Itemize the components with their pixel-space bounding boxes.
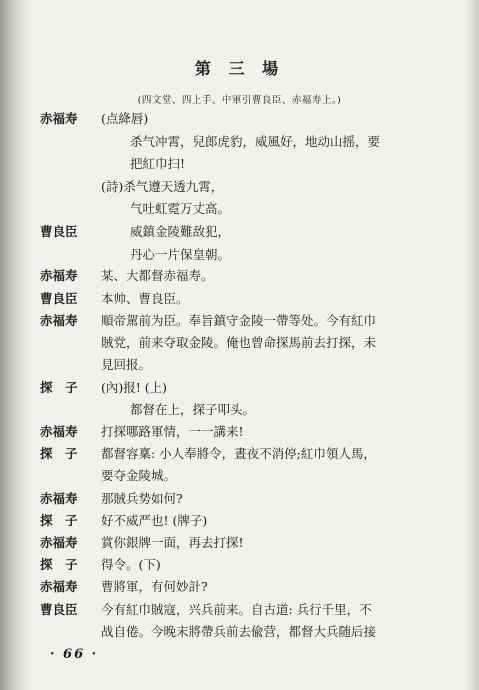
dialogue-line: 战自倦。今晚末將帶兵前去偸营，都督大兵随后接 bbox=[101, 624, 377, 639]
speaker-label: 赤福寿 bbox=[40, 313, 78, 328]
dialogue-line: 順帝駕前为臣。奉旨鎮守金陵一帶等处。今有紅巾 bbox=[101, 313, 377, 328]
dialogue-line: 都督在上，探子叩头。 bbox=[130, 402, 256, 417]
stage-direction: (四文堂、四上手、中軍引曹良臣、赤福寿上。) bbox=[137, 95, 342, 106]
dialogue-line: 賊党，前来夺取金陵。俺也曾命探馬前去打探，未 bbox=[101, 335, 377, 350]
speaker-label: 赤福寿 bbox=[40, 579, 78, 594]
speaker-label: 曹良臣 bbox=[40, 291, 78, 306]
speaker-label: 赤福寿 bbox=[40, 424, 78, 439]
dialogue-line: 那賊兵势如何? bbox=[101, 491, 183, 506]
dialogue-line: 杀气冲霄，兒郎虎豹，威風好，地动山摇，要 bbox=[130, 134, 381, 149]
dialogue-line: 把紅巾扫! bbox=[130, 156, 186, 171]
dialogue-line: 打探哪路軍情，一一講来! bbox=[101, 424, 244, 439]
speaker-label: 探 子 bbox=[40, 446, 78, 461]
dialogue-line: (詩)杀气遵天透九霄， bbox=[101, 179, 224, 194]
dialogue-line: 曹將軍，有何妙計? bbox=[101, 579, 208, 594]
dialogue-line: 好不威严也! (牌子) bbox=[101, 513, 208, 528]
dialogue-line: (点絳唇) bbox=[101, 111, 149, 126]
speaker-label: 曹良臣 bbox=[40, 602, 78, 617]
speaker-label: 曹良臣 bbox=[40, 224, 78, 239]
dialogue-line: 得令。(下) bbox=[101, 557, 161, 572]
dialogue-line: 丹心一片保皇朝。 bbox=[130, 247, 231, 262]
speaker-label: 探 子 bbox=[40, 380, 78, 395]
dialogue-line: 本帅、曹良臣。 bbox=[101, 291, 189, 306]
dialogue-line: 見回报。 bbox=[101, 357, 152, 372]
speaker-label: 赤福寿 bbox=[40, 535, 78, 550]
speaker-label: 赤福寿 bbox=[40, 491, 78, 506]
speaker-label: 赤福寿 bbox=[40, 268, 78, 283]
dialogue-line: (內)报! (上) bbox=[101, 380, 168, 395]
dialogue-line: 都督容稟: 小人奉將令，晝夜不消停;紅巾領人馬， bbox=[101, 446, 376, 461]
speaker-label: 赤福寿 bbox=[40, 111, 78, 126]
speaker-label: 探 子 bbox=[40, 513, 78, 528]
page-number: · 66 · bbox=[50, 647, 99, 662]
scene-title: 第 三 場 bbox=[194, 59, 285, 78]
dialogue-line: 某、大都督赤福寿。 bbox=[101, 268, 214, 283]
dialogue-line: 气吐虹霓万丈高。 bbox=[130, 201, 231, 216]
dialogue-line: 今有紅巾賊寇，兴兵前来。自古道: 兵行千里，不 bbox=[101, 602, 372, 617]
speaker-label: 探 子 bbox=[40, 557, 78, 572]
dialogue-line: 威鎮金陵難敌犯， bbox=[130, 224, 231, 239]
dialogue-line: 賞你銀牌一面，再去打探! bbox=[101, 535, 244, 550]
dialogue-line: 要夺金陵城。 bbox=[101, 468, 177, 483]
